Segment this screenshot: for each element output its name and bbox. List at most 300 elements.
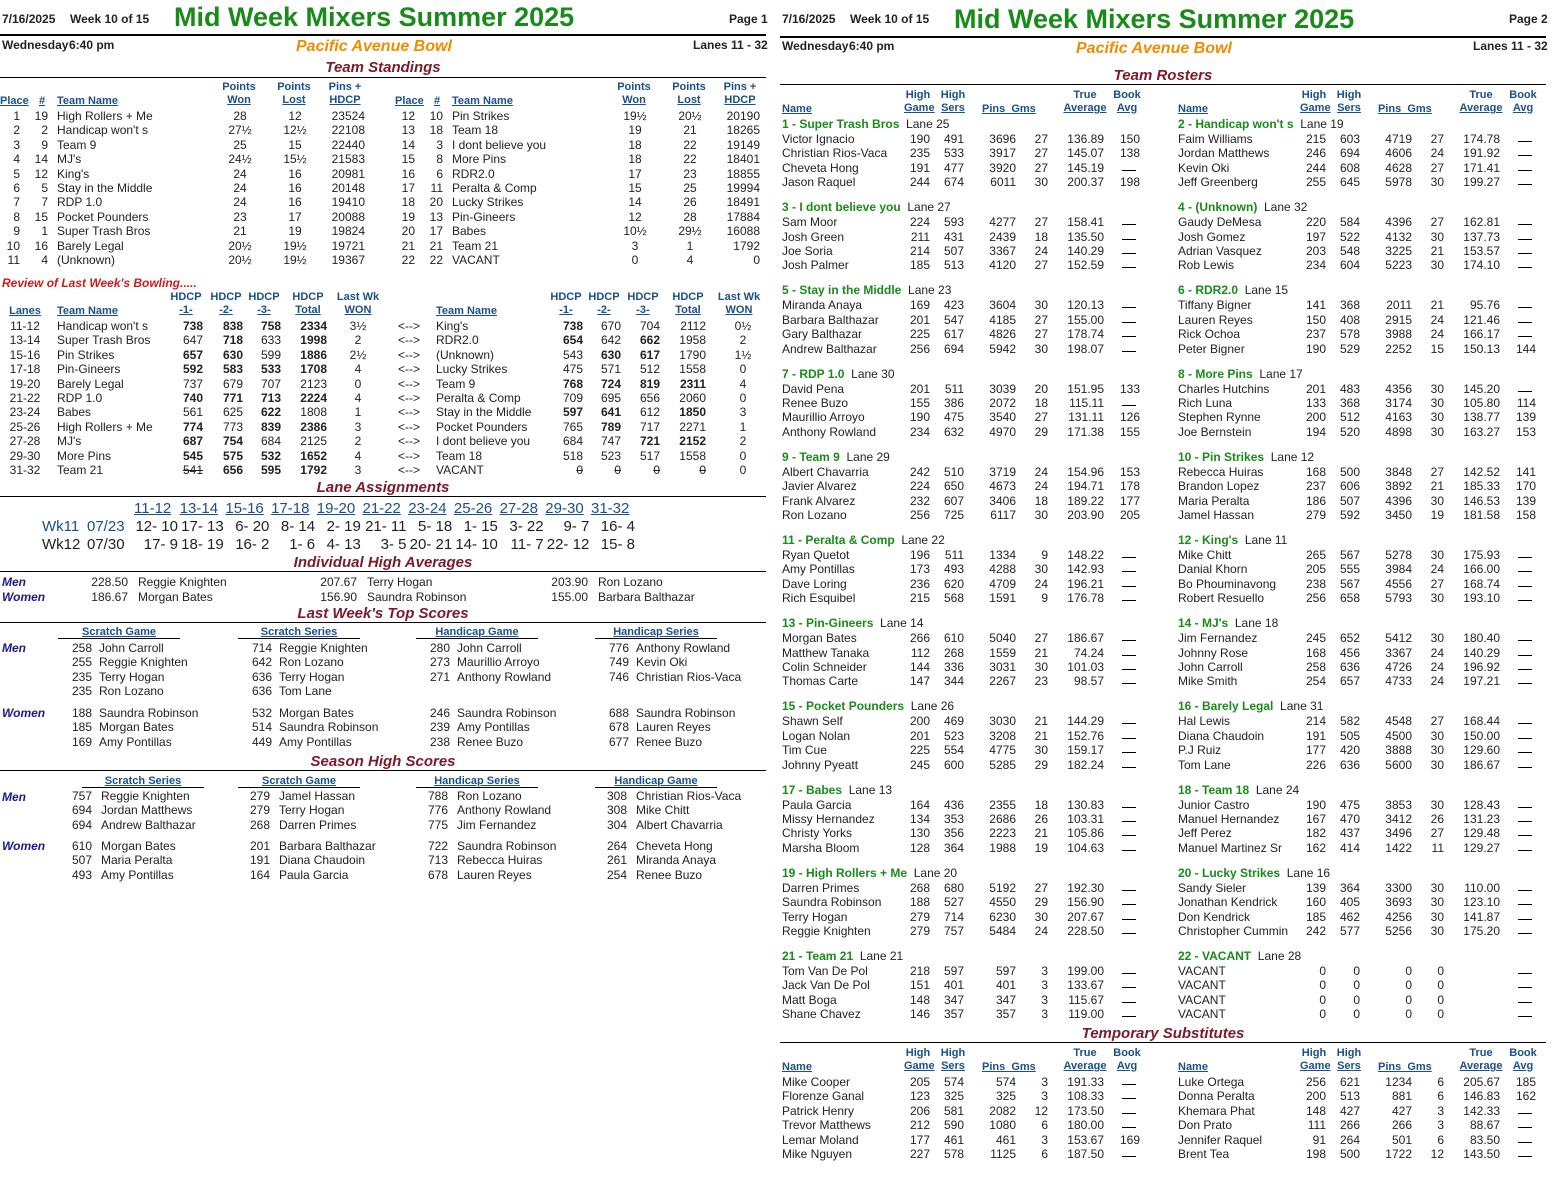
player-high-series: 431 bbox=[943, 229, 964, 244]
top-score-bowler: Ron Lozano bbox=[99, 684, 164, 699]
player-true-average: 129.27 bbox=[1463, 840, 1500, 855]
player-games: 21 bbox=[1034, 645, 1048, 660]
player-games: 30 bbox=[1430, 381, 1444, 396]
player-high-series: 491 bbox=[943, 132, 964, 146]
player-name: Matthew Tanaka bbox=[782, 645, 870, 660]
player-true-average: 180.40 bbox=[1463, 631, 1500, 646]
player-pins: 3300 bbox=[1385, 880, 1412, 895]
player-high-series: 386 bbox=[943, 396, 964, 410]
col-hdcp-total: HDCP Total bbox=[292, 291, 324, 316]
review-vs-arrow: <--> bbox=[397, 434, 420, 449]
player-true-average: 110.00 bbox=[1464, 880, 1500, 895]
player-high-game: 237 bbox=[1305, 327, 1326, 342]
standing-points-won: 14 bbox=[628, 195, 642, 210]
player-pins: 3367 bbox=[1385, 645, 1412, 660]
top-score-bowler: Amy Pontillas bbox=[99, 734, 172, 749]
player-true-average: 145.20 bbox=[1463, 381, 1500, 396]
player-true-average: 131.11 bbox=[1068, 410, 1104, 425]
player-name: Johnny Rose bbox=[1178, 645, 1249, 660]
player-book-average-blank bbox=[1518, 298, 1532, 308]
player-name: Robert Resuello bbox=[1178, 591, 1265, 606]
player-name: VACANT bbox=[1178, 964, 1226, 978]
player-true-average: 154.96 bbox=[1067, 464, 1104, 479]
player-book-average-blank bbox=[1518, 1147, 1532, 1157]
player-book-average-blank bbox=[1518, 1007, 1532, 1017]
player-book-average-blank bbox=[1122, 313, 1136, 323]
player-true-average: 191.92 bbox=[1463, 146, 1500, 161]
standing-place: 6 bbox=[13, 181, 20, 195]
season-high-value: 279 bbox=[249, 803, 270, 818]
standing-points-won: 18 bbox=[628, 137, 642, 152]
player-games: 27 bbox=[1034, 880, 1048, 895]
player-high-series: 620 bbox=[943, 576, 964, 591]
player-high-game: 201 bbox=[909, 312, 930, 327]
top-score-value: 258 bbox=[71, 641, 92, 655]
col-name: Name bbox=[1178, 103, 1208, 115]
player-true-average: 120.13 bbox=[1067, 298, 1104, 313]
player-games: 9 bbox=[1041, 591, 1048, 606]
player-true-average: 194.71 bbox=[1067, 479, 1104, 494]
player-true-average: 199.27 bbox=[1463, 175, 1500, 190]
player-book-average-blank bbox=[1122, 548, 1136, 558]
page-1 bbox=[0, 0, 770, 1178]
player-true-average: 166.00 bbox=[1463, 562, 1500, 577]
player-games: 30 bbox=[1430, 880, 1444, 895]
review-vs-arrow: <--> bbox=[397, 362, 420, 377]
page-number: Page 2 bbox=[1509, 12, 1548, 26]
top-score-value: 776 bbox=[608, 641, 629, 655]
player-true-average: 168.44 bbox=[1463, 714, 1500, 729]
week-label: Week 10 of 15 bbox=[70, 12, 150, 26]
section-last-week-top-scores: Last Week's Top Scores bbox=[297, 605, 469, 622]
player-high-series: 584 bbox=[1339, 215, 1360, 230]
player-pins: 4277 bbox=[989, 215, 1016, 230]
player-pins: 3031 bbox=[989, 660, 1016, 674]
player-high-series: 483 bbox=[1339, 381, 1360, 396]
player-high-series: 522 bbox=[1339, 229, 1360, 244]
player-name: Tom Van De Pol bbox=[782, 964, 868, 978]
player-name: Gary Balthazar bbox=[782, 327, 863, 342]
player-pins: 4733 bbox=[1385, 674, 1412, 689]
standing-place: 12 bbox=[401, 109, 415, 123]
player-games: 18 bbox=[1034, 229, 1048, 244]
col-pins-gms: Pins Gms bbox=[982, 1061, 1036, 1073]
section-individual-high-averages: Individual High Averages bbox=[293, 554, 473, 571]
score-category-header: Scratch Game bbox=[82, 626, 156, 638]
player-games: 19 bbox=[1430, 508, 1444, 522]
player-true-average: 158.41 bbox=[1067, 215, 1104, 230]
player-games: 27 bbox=[1430, 826, 1444, 841]
player-book-average-blank bbox=[1518, 146, 1532, 156]
player-book-average-blank bbox=[1518, 660, 1532, 670]
player-true-average: 182.24 bbox=[1067, 757, 1104, 772]
player-pins: 2252 bbox=[1385, 341, 1412, 356]
player-book-average-blank bbox=[1122, 826, 1136, 836]
player-true-average: 115.11 bbox=[1069, 396, 1104, 410]
top-score-value: 642 bbox=[251, 655, 272, 670]
standing-place: 4 bbox=[13, 152, 20, 167]
player-true-average: 88.67 bbox=[1469, 1118, 1500, 1133]
player-name: Mike Smith bbox=[1178, 674, 1238, 689]
team-roster-title: 7 - RDP 1.0 Lane 30 bbox=[782, 366, 895, 381]
lanes-label: Lanes 11 - 32 bbox=[1473, 39, 1548, 53]
player-book-average-blank bbox=[1122, 841, 1136, 851]
player-book-average-blank bbox=[1122, 562, 1136, 572]
player-high-game: 190 bbox=[909, 410, 930, 425]
standing-team-number: 7 bbox=[41, 195, 48, 210]
player-true-average: 155.00 bbox=[1067, 312, 1104, 327]
player-high-series: 757 bbox=[943, 924, 964, 938]
player-true-average: 83.50 bbox=[1469, 1132, 1500, 1147]
player-pins: 4673 bbox=[989, 479, 1016, 494]
player-true-average: 142.93 bbox=[1067, 562, 1104, 577]
review-total: 2125 bbox=[300, 434, 327, 449]
player-high-series: 414 bbox=[1339, 840, 1360, 855]
lane-matchup: 9- 7 bbox=[563, 518, 590, 535]
review-game-2: 571 bbox=[600, 362, 621, 377]
review-team-name: RDR2.0 bbox=[436, 333, 479, 348]
standing-points-won: 17 bbox=[628, 166, 642, 181]
player-high-game: 91 bbox=[1312, 1132, 1326, 1147]
player-games: 30 bbox=[1430, 258, 1444, 273]
season-high-bowler: Lauren Reyes bbox=[457, 867, 532, 882]
standing-points-won: 28 bbox=[233, 109, 247, 123]
col-place: Place bbox=[0, 95, 29, 107]
review-won: 3½ bbox=[349, 319, 367, 333]
player-pins: 2082 bbox=[989, 1103, 1016, 1118]
player-name: Mike Chitt bbox=[1178, 548, 1232, 562]
player-name: Don Kendrick bbox=[1178, 909, 1251, 924]
review-game-3: 612 bbox=[639, 405, 660, 420]
review-total: 2311 bbox=[679, 376, 706, 391]
lane-matchup: 3- 22 bbox=[509, 518, 544, 535]
player-pins: 6117 bbox=[990, 508, 1016, 522]
top-score-bowler: Anthony Rowland bbox=[457, 669, 552, 684]
player-high-game: 0 bbox=[1319, 992, 1326, 1007]
review-total: 2271 bbox=[679, 419, 706, 434]
player-true-average: 173.50 bbox=[1067, 1103, 1104, 1118]
player-name: Rebecca Huiras bbox=[1178, 464, 1264, 479]
review-team-name: MJ's bbox=[57, 434, 82, 449]
review-game-1: 740 bbox=[182, 391, 203, 405]
average-bowler: Saundra Robinson bbox=[367, 590, 467, 604]
review-total: 1708 bbox=[300, 362, 327, 377]
player-book-average: 153 bbox=[1119, 464, 1140, 479]
player-high-game: 254 bbox=[1305, 674, 1326, 689]
standing-points-won: 18 bbox=[628, 152, 642, 167]
review-game-3: 704 bbox=[639, 319, 660, 333]
standing-points-lost: 15½ bbox=[283, 152, 307, 167]
player-book-average-blank bbox=[1518, 729, 1532, 739]
standing-points-lost: 1 bbox=[686, 238, 694, 253]
player-high-game: 279 bbox=[909, 909, 930, 924]
player-games: 27 bbox=[1034, 312, 1048, 327]
player-name: Don Prato bbox=[1178, 1118, 1233, 1133]
player-true-average: 156.90 bbox=[1067, 895, 1104, 910]
review-game-2: 0 bbox=[614, 463, 621, 477]
player-true-average: 191.33 bbox=[1067, 1075, 1104, 1089]
standing-points-lost: 16 bbox=[288, 181, 302, 195]
player-high-series: 477 bbox=[943, 160, 964, 175]
player-name: Jim Fernandez bbox=[1178, 631, 1258, 646]
player-high-game: 205 bbox=[909, 1075, 930, 1089]
lane-pair-header: 15-16 bbox=[225, 500, 264, 517]
season-high-bowler: Jamel Hassan bbox=[279, 789, 356, 803]
player-pins: 2686 bbox=[989, 812, 1016, 826]
player-name: Luke Ortega bbox=[1178, 1075, 1245, 1089]
top-score-value: 677 bbox=[608, 734, 629, 749]
review-game-1: 687 bbox=[182, 434, 203, 449]
top-score-value: 636 bbox=[251, 669, 272, 684]
col-team-name: Team Name bbox=[452, 95, 513, 107]
average-value: 228.50 bbox=[91, 575, 128, 589]
player-high-game: 146 bbox=[909, 1007, 930, 1022]
player-high-game: 111 bbox=[1307, 1118, 1326, 1133]
col-high-game: High Game bbox=[904, 89, 935, 114]
player-name: Maurillio Arroyo bbox=[782, 410, 865, 425]
player-high-series: 577 bbox=[1339, 924, 1360, 938]
standing-team-number: 5 bbox=[41, 181, 48, 195]
player-book-average-blank bbox=[1518, 230, 1532, 240]
player-pins: 0 bbox=[1405, 992, 1412, 1007]
player-high-series: 567 bbox=[1339, 548, 1360, 562]
average-value: 203.90 bbox=[551, 575, 588, 589]
player-name: Logan Nolan bbox=[782, 728, 851, 743]
report-date: 7/16/2025 bbox=[2, 12, 56, 26]
review-game-3: 533 bbox=[260, 362, 281, 377]
player-high-series: 636 bbox=[1339, 660, 1360, 674]
player-true-average: 143.50 bbox=[1463, 1147, 1500, 1161]
top-score-bowler: Morgan Bates bbox=[279, 706, 354, 720]
review-lanes: 27-28 bbox=[9, 434, 41, 449]
player-games: 30 bbox=[1430, 895, 1444, 910]
player-high-series: 500 bbox=[1339, 1147, 1360, 1161]
player-games: 21 bbox=[1034, 826, 1048, 841]
player-book-average: 138 bbox=[1119, 146, 1140, 161]
player-high-game: 255 bbox=[1305, 175, 1326, 190]
player-name: Ron Lozano bbox=[782, 508, 847, 522]
review-game-1: 0 bbox=[576, 463, 583, 477]
player-name: Brent Tea bbox=[1178, 1147, 1230, 1161]
player-true-average: 152.59 bbox=[1067, 258, 1104, 273]
standing-team-name: Pin Strikes bbox=[452, 109, 510, 123]
player-high-game: 225 bbox=[909, 743, 930, 758]
review-vs-arrow: <--> bbox=[397, 419, 420, 434]
player-true-average: 133.67 bbox=[1067, 978, 1104, 993]
player-high-game: 225 bbox=[909, 327, 930, 342]
review-game-1: 768 bbox=[562, 376, 583, 391]
player-book-average-blank bbox=[1122, 215, 1136, 225]
player-games: 30 bbox=[1430, 797, 1444, 812]
player-true-average: 138.77 bbox=[1463, 410, 1500, 425]
player-games: 6 bbox=[1437, 1132, 1444, 1147]
season-high-value: 304 bbox=[606, 817, 627, 832]
player-high-series: 268 bbox=[943, 645, 964, 660]
player-games: 0 bbox=[1437, 964, 1444, 978]
player-high-game: 201 bbox=[909, 728, 930, 743]
player-pins: 3174 bbox=[1385, 396, 1412, 410]
divider-line bbox=[595, 787, 717, 788]
player-book-average-blank bbox=[1122, 1089, 1136, 1099]
player-games: 30 bbox=[1430, 548, 1444, 562]
player-high-game: 173 bbox=[909, 562, 930, 577]
standing-points-lost: 19½ bbox=[283, 238, 307, 253]
player-book-average-blank bbox=[1122, 631, 1136, 641]
player-high-game: 123 bbox=[909, 1089, 930, 1104]
top-score-bowler: Renee Buzo bbox=[636, 734, 703, 749]
lane-week: Wk11 bbox=[42, 518, 80, 535]
player-true-average: 98.57 bbox=[1073, 674, 1104, 689]
player-true-average: 150.13 bbox=[1463, 341, 1500, 356]
player-pins: 597 bbox=[995, 964, 1016, 978]
player-high-series: 0 bbox=[1353, 978, 1360, 993]
review-game-1: 541 bbox=[182, 463, 203, 477]
player-true-average: 105.80 bbox=[1463, 396, 1500, 410]
player-true-average: 192.30 bbox=[1067, 880, 1104, 895]
player-pins: 1591 bbox=[989, 591, 1016, 606]
player-name: Junior Castro bbox=[1178, 797, 1250, 812]
top-score-value: 280 bbox=[429, 641, 450, 655]
player-book-average-blank bbox=[1122, 327, 1136, 337]
score-category-header: Scratch Series bbox=[104, 775, 182, 787]
player-book-average: 141 bbox=[1515, 464, 1536, 479]
player-book-average-blank bbox=[1518, 258, 1532, 268]
top-score-value: 449 bbox=[251, 734, 272, 749]
review-game-1: 545 bbox=[182, 448, 203, 463]
col-book-average: Book Avg bbox=[1509, 1047, 1537, 1072]
player-pins: 4256 bbox=[1385, 909, 1412, 924]
player-high-game: 185 bbox=[1305, 909, 1326, 924]
standing-points-lost: 19 bbox=[288, 224, 302, 239]
review-won: 0 bbox=[739, 362, 747, 377]
divider-line bbox=[0, 496, 766, 497]
review-game-3: 532 bbox=[260, 448, 281, 463]
divider-line bbox=[416, 787, 538, 788]
season-high-bowler: Paula Garcia bbox=[279, 867, 349, 882]
team-roster-title: 4 - (Unknown) Lane 32 bbox=[1178, 200, 1308, 215]
top-score-value: 239 bbox=[429, 720, 450, 735]
player-true-average: 152.76 bbox=[1067, 728, 1104, 743]
standing-place: 13 bbox=[401, 123, 415, 138]
lane-matchup: 6- 20 bbox=[235, 518, 270, 535]
player-pins: 1722 bbox=[1385, 1147, 1412, 1161]
player-name: Thomas Carte bbox=[782, 674, 859, 689]
player-name: Charles Hutchins bbox=[1178, 381, 1270, 396]
section-team-standings: Team Standings bbox=[325, 59, 441, 76]
col-hdcp-3: HDCP -3- bbox=[248, 291, 280, 316]
player-pins: 4709 bbox=[989, 576, 1016, 591]
review-won: 3 bbox=[354, 419, 362, 434]
player-high-series: 325 bbox=[943, 1089, 964, 1104]
player-true-average: 193.10 bbox=[1463, 591, 1500, 606]
player-book-average-blank bbox=[1122, 881, 1136, 891]
top-score-bowler: Amy Pontillas bbox=[457, 720, 530, 735]
review-game-1: 543 bbox=[562, 347, 583, 362]
player-high-series: 606 bbox=[1339, 479, 1360, 494]
player-high-series: 456 bbox=[1339, 645, 1360, 660]
player-book-average-blank bbox=[1122, 646, 1136, 656]
player-high-series: 513 bbox=[943, 258, 964, 273]
standing-points-won: 20½ bbox=[228, 238, 252, 253]
player-pins: 5978 bbox=[1385, 175, 1412, 190]
women-label: Women bbox=[2, 706, 46, 720]
player-games: 3 bbox=[1041, 992, 1048, 1007]
top-score-bowler: Terry Hogan bbox=[99, 669, 165, 684]
player-true-average: 146.53 bbox=[1463, 493, 1500, 508]
review-game-3: 758 bbox=[260, 319, 281, 333]
player-games: 24 bbox=[1430, 660, 1444, 674]
player-book-average-blank bbox=[1518, 993, 1532, 1003]
player-high-series: 567 bbox=[1339, 576, 1360, 591]
player-games: 18 bbox=[1034, 797, 1048, 812]
player-pins: 6011 bbox=[990, 175, 1016, 190]
standing-points-won: 19½ bbox=[623, 109, 647, 123]
top-score-value: 514 bbox=[251, 720, 272, 735]
review-game-3: 595 bbox=[260, 463, 281, 477]
team-roster-title: 17 - Babes Lane 13 bbox=[782, 782, 893, 797]
review-game-3: 819 bbox=[639, 376, 660, 391]
review-won: 0 bbox=[739, 391, 747, 405]
player-high-game: 185 bbox=[909, 258, 930, 273]
player-high-game: 190 bbox=[909, 132, 930, 146]
player-name: Faim Williams bbox=[1178, 132, 1253, 146]
player-true-average: 153.67 bbox=[1067, 1132, 1104, 1147]
review-game-3: 517 bbox=[639, 448, 660, 463]
standing-team-number: 13 bbox=[429, 209, 443, 224]
player-high-series: 347 bbox=[943, 992, 964, 1007]
player-high-series: 581 bbox=[943, 1103, 964, 1118]
player-pins: 5256 bbox=[1385, 924, 1412, 938]
season-high-value: 264 bbox=[606, 839, 627, 853]
player-games: 3 bbox=[1041, 1007, 1048, 1022]
standing-pins-hdcp: 0 bbox=[753, 253, 760, 267]
player-games: 3 bbox=[1437, 1103, 1444, 1118]
player-book-average-blank bbox=[1122, 591, 1136, 601]
player-high-game: 160 bbox=[1305, 895, 1326, 910]
col-points-won: Points Won bbox=[617, 81, 651, 106]
player-high-game: 177 bbox=[1305, 743, 1326, 758]
review-lanes: 11-12 bbox=[10, 319, 40, 333]
player-games: 11 bbox=[1431, 840, 1444, 855]
player-high-game: 266 bbox=[909, 631, 930, 646]
season-high-bowler: Terry Hogan bbox=[279, 803, 345, 818]
review-won: 4 bbox=[354, 362, 362, 377]
standing-team-name: Team 9 bbox=[57, 137, 97, 152]
player-pins: 3540 bbox=[989, 410, 1016, 425]
review-game-3: 622 bbox=[260, 405, 281, 420]
lane-week-date: 07/30 bbox=[87, 535, 125, 553]
player-high-series: 493 bbox=[943, 562, 964, 577]
lane-pair-header: 17-18 bbox=[271, 500, 310, 517]
player-book-average-blank bbox=[1518, 327, 1532, 337]
player-name: Frank Alvarez bbox=[782, 493, 856, 508]
player-true-average: 129.60 bbox=[1463, 743, 1500, 758]
player-games: 24 bbox=[1034, 244, 1048, 258]
player-games: 21 bbox=[1034, 714, 1048, 729]
player-high-series: 408 bbox=[1339, 312, 1360, 327]
player-name: Miranda Anaya bbox=[782, 298, 863, 313]
player-pins: 3888 bbox=[1385, 743, 1412, 758]
review-won: 4 bbox=[354, 391, 362, 405]
col-team-name: Team Name bbox=[57, 305, 118, 317]
player-pins: 3208 bbox=[989, 728, 1016, 743]
review-team-name: Stay in the Middle bbox=[436, 405, 532, 420]
player-high-series: 548 bbox=[1339, 244, 1360, 258]
player-true-average: 207.67 bbox=[1067, 909, 1104, 924]
player-book-average-blank bbox=[1518, 562, 1532, 572]
standing-pins-hdcp: 21583 bbox=[331, 152, 365, 167]
player-book-average-blank bbox=[1122, 758, 1136, 768]
